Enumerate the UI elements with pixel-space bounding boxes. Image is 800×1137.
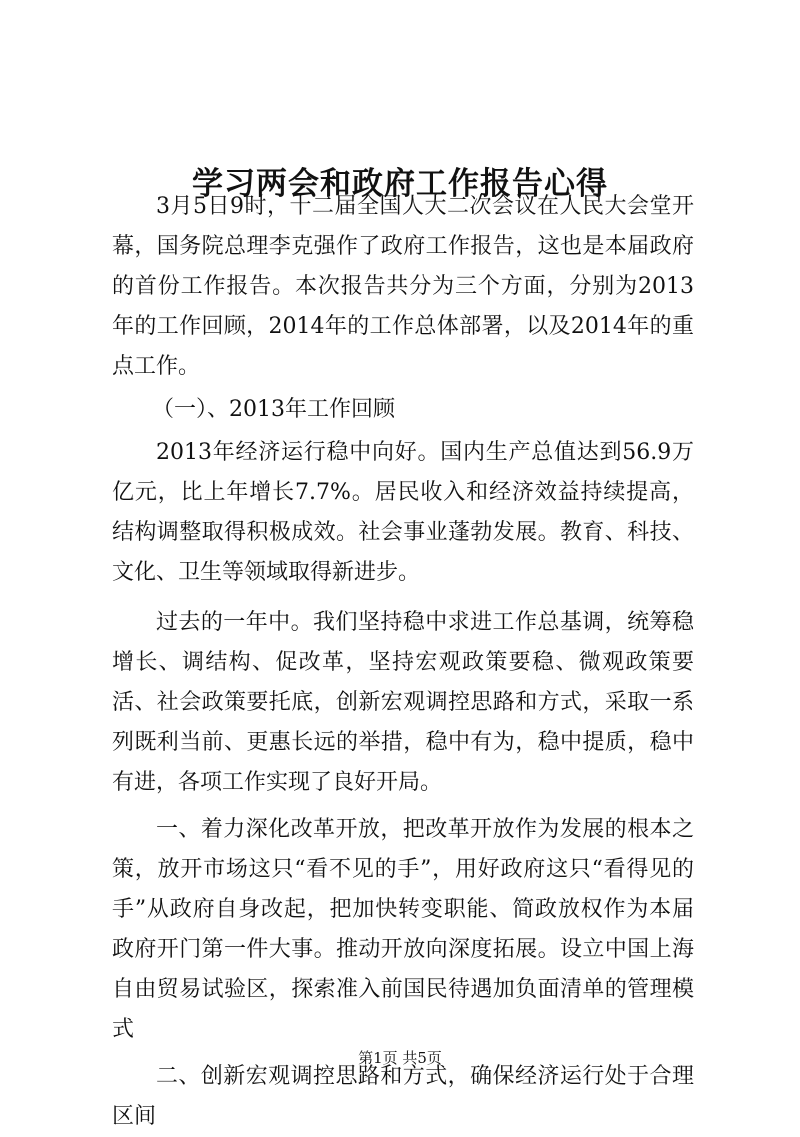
document-body [112,187,694,1137]
document-title: 学习两会和政府工作报告心得 [192,165,608,202]
paragraph-past-year: 过去的一年中。我们坚持稳中求进工作总基调，统筹稳增长、调结构、促改革，坚持宏观政策要稳、微观政策要活、社会政策要托底，创新宏观调控思路和方式，采取一系列既利当前、更惠长远的举措，稳中有为，稳中提质，稳中有进，各项工作实现了良好开局。 [112,610,694,795]
paragraph-opening: 3月5日9时，十二届全国人大二次会议在人民大会堂开幕，国务院总理李克强作了政府工作报告，这也是本届政府的首份工作报告。本次报告共分为三个方面，分别为2013年的工作回顾，2014年的工作总体部署，以及2014年的重点工作。 [112,194,694,379]
page-number-footer: 第1页 共5页 [358,1049,442,1067]
section-heading-2013-review: （一）、2013年工作回顾 [152,397,395,422]
paragraph-macro-control: 二、创新宏观调控思路和方式，确保经济运行处于合理区间 [112,1064,694,1129]
paragraph-reform-opening: 一、着力深化改革开放，把改革开放作为发展的根本之策，放开市场这只“看不见的手”，用好政府这只“看得见的手”从政府自身改起，把加快转变职能、简政放权作为本届政府开门第一件大事。推动开放向深度拓展。设立中国上海自由贸易试验区，探索准入前国民待遇加负面清单的管理模式 [112,817,694,1042]
paragraph-economy-2013: 2013年经济运行稳中向好。国内生产总值达到56.9万亿元，比上年增长7.7%。居民收入和经济效益持续提高，结构调整取得积极成效。社会事业蓬勃发展。教育、科技、文化、卫生等领域取得新进步。 [112,440,694,585]
